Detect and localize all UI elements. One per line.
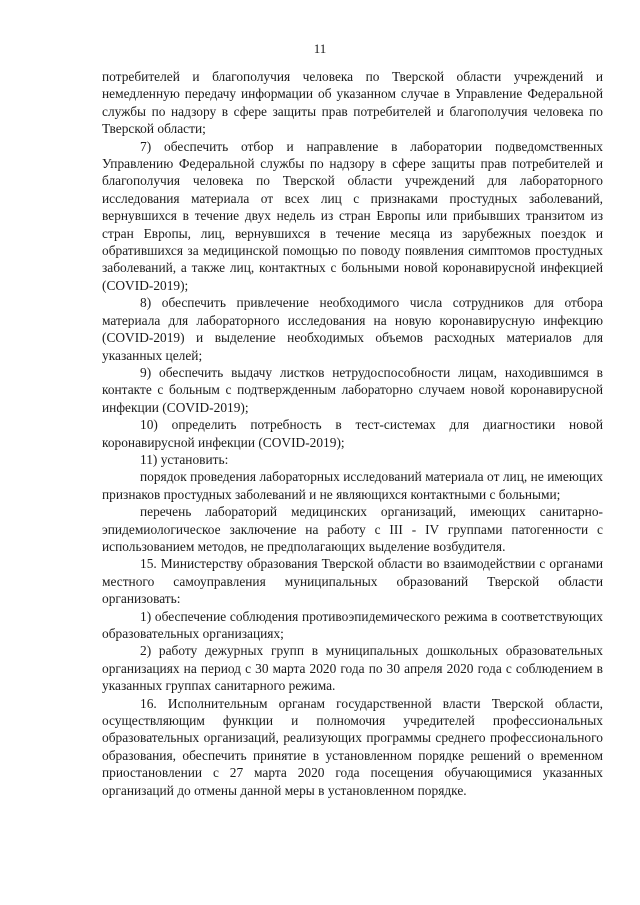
page-number: 11 [313, 41, 327, 56]
paragraph: 15. Министерству образования Тверской области во взаимодействии с органами местного самоуправления муниципальных образований Тверской области организовать: [102, 556, 603, 607]
paragraph: 11) установить: [140, 451, 229, 467]
paragraph: 10) определить потребность в тест-системах для диагностики новой коронавирусной инфекции (COVID-2019); [102, 417, 603, 450]
paragraph: 1) обеспечение соблюдения противоэпидемического режима в соответствующих образовательных организациях; [102, 608, 603, 641]
document-body [102, 68, 603, 799]
paragraph: 16. Исполнительным органам государственной власти Тверской области, осуществляющим функции и полномочия учредителей профессиональных образовательных организаций, реализующих программы среднего профессионального образования, обеспечить принятие в установленном порядке решений о временном приостановлении с 27 марта 2020 года посещения обучающимися указанных организаций до отмены данной меры в установленном порядке. [102, 695, 603, 798]
paragraph: 7) обеспечить отбор и направление в лаборатории подведомственных Управлению Федеральной службы по надзору в сфере защиты прав потребителей и благополучия человека по Тверской области учреждений для лабораторного исследования материала от всех лиц с признаками простудных заболеваний, вернувшихся в течение двух недель из стран Европы или прибывших транзитом из стран Европы, лиц, вернувшихся в течение месяца из зарубежных поездок и обратившихся за медицинской помощью по поводу появления симптомов простудных заболеваний, а также лиц, контактных с больными новой коронавирусной инфекцией (COVID-2019); [102, 138, 603, 293]
paragraph: 9) обеспечить выдачу листков нетрудоспособности лицам, находившимся в контакте с больным с подтвержденным лабораторно случаем новой коронавирусной инфекции (COVID-2019); [102, 364, 603, 415]
paragraph: потребителей и благополучия человека по Тверской области учреждений и немедленную передачу информации об указанном случае в Управление Федеральной службы по надзору в сфере защиты прав потребителей и благополучия человека по Тверской области; [102, 69, 603, 137]
paragraph: перечень лабораторий медицинских организаций, имеющих санитарно-эпидемиологическое заключение на работу с III - IV группами патогенности с использованием методов, не предполагающих выделение возбудителя. [102, 504, 603, 554]
paragraph: 8) обеспечить привлечение необходимого числа сотрудников для отбора материала для лабораторного исследования на новую коронавирусную инфекцию (COVID-2019) и выделение необходимых объемов расходных материалов для указанных целей; [102, 295, 603, 363]
paragraph: порядок проведения лабораторных исследований материала от лиц, не имеющих признаков простудных заболеваний и не являющихся контактными с больными; [102, 469, 603, 502]
paragraph: 2) работу дежурных групп в муниципальных дошкольных образовательных организациях на период с 30 марта 2020 года по 30 апреля 2020 года с соблюдением в указанных группах санитарного режима. [102, 643, 603, 694]
